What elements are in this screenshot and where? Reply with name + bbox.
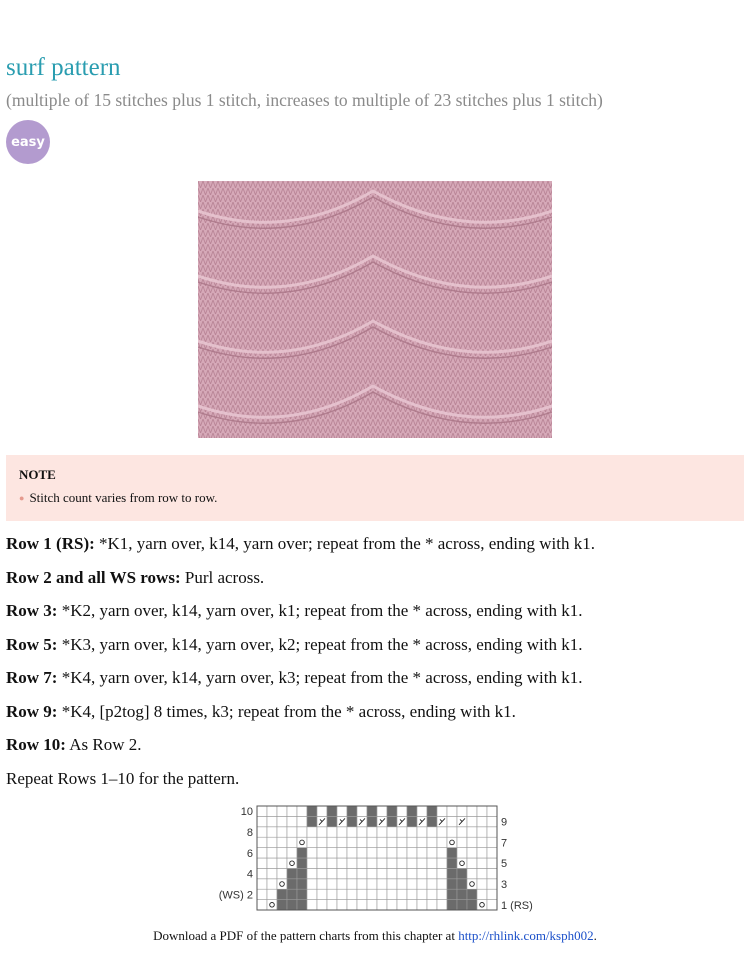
chart-cell xyxy=(367,868,377,878)
chart-cell xyxy=(417,889,427,899)
chart-cell xyxy=(417,848,427,858)
chart-cell xyxy=(457,827,467,837)
no-stitch-cell xyxy=(297,879,307,889)
chart-cell xyxy=(427,827,437,837)
chart-cell xyxy=(347,879,357,889)
chart-cell xyxy=(287,816,297,826)
instruction-row: Row 5: *K3, yarn over, k14, yarn over, k2; repeat from the * across, ending with k1. xyxy=(6,634,583,654)
chart-cell xyxy=(417,806,427,816)
chart-cell xyxy=(397,837,407,847)
no-stitch-cell xyxy=(407,806,417,816)
chart-cell xyxy=(397,879,407,889)
chart-cell xyxy=(407,879,417,889)
instruction-row: Repeat Rows 1–10 for the pattern. xyxy=(6,768,240,788)
chart-cell xyxy=(387,900,397,910)
no-stitch-cell xyxy=(387,816,397,826)
chart-cell xyxy=(257,868,267,878)
chart-cell xyxy=(257,848,267,858)
chart-cell xyxy=(457,806,467,816)
note-title: NOTE xyxy=(19,467,56,482)
no-stitch-cell xyxy=(287,879,297,889)
no-stitch-cell xyxy=(287,868,297,878)
chart-cell xyxy=(377,837,387,847)
chart-cell xyxy=(467,837,477,847)
chart-cell xyxy=(397,827,407,837)
chart-row-label-left: (WS) 2 xyxy=(218,889,253,902)
chart-cell xyxy=(477,868,487,878)
stitch-multiple-subtitle: (multiple of 15 stitches plus 1 stitch, increases to multiple of 23 stitches plus 1 stitch) xyxy=(6,90,603,110)
chart-cell xyxy=(347,827,357,837)
no-stitch-cell xyxy=(297,848,307,858)
chart-cell xyxy=(287,837,297,847)
chart-cell xyxy=(447,837,457,847)
chart-cell xyxy=(377,858,387,868)
chart-cell xyxy=(317,827,327,837)
chart-cell xyxy=(347,837,357,847)
chart-row-label-left: 4 xyxy=(246,868,253,881)
chart-cell xyxy=(257,900,267,910)
chart-cell xyxy=(277,816,287,826)
chart-cell xyxy=(297,806,307,816)
chart-cell xyxy=(277,848,287,858)
chart-cell xyxy=(327,879,337,889)
footer-text: Download a PDF of the pattern charts from this chapter at xyxy=(153,928,459,943)
chart-cell xyxy=(357,827,367,837)
chart-cell xyxy=(337,848,347,858)
chart-cell xyxy=(347,858,357,868)
chart-cell xyxy=(357,806,367,816)
chart-cell xyxy=(367,827,377,837)
chart-cell xyxy=(387,848,397,858)
chart-cell xyxy=(337,806,347,816)
chart-cell xyxy=(367,858,377,868)
difficulty-badge: easy xyxy=(6,120,50,164)
chart-cell xyxy=(307,868,317,878)
chart-cell xyxy=(347,889,357,899)
chart-cell xyxy=(427,848,437,858)
chart-cell xyxy=(277,827,287,837)
no-stitch-cell xyxy=(447,900,457,910)
chart-row-label-left: 8 xyxy=(246,827,253,839)
chart-cell xyxy=(317,848,327,858)
note-item xyxy=(19,490,731,506)
chart-cell xyxy=(267,848,277,858)
chart-cell xyxy=(477,858,487,868)
chart-cell xyxy=(467,858,477,868)
chart-cell xyxy=(327,900,337,910)
chart-cell xyxy=(437,806,447,816)
chart-cell xyxy=(307,837,317,847)
chart-cell xyxy=(467,806,477,816)
no-stitch-cell xyxy=(347,806,357,816)
chart-cell xyxy=(457,848,467,858)
chart-cell xyxy=(467,879,477,889)
no-stitch-cell xyxy=(427,806,437,816)
no-stitch-cell xyxy=(297,889,307,899)
instruction-row: Row 1 (RS): *K1, yarn over, k14, yarn over; repeat from the * across, ending with k1. xyxy=(6,534,595,553)
chart-cell xyxy=(427,900,437,910)
chart-cell xyxy=(407,858,417,868)
no-stitch-cell xyxy=(457,879,467,889)
chart-cell xyxy=(307,879,317,889)
no-stitch-cell xyxy=(327,806,337,816)
chart-cell xyxy=(297,837,307,847)
chart-cell xyxy=(417,837,427,847)
chart-cell xyxy=(307,827,317,837)
no-stitch-cell xyxy=(297,868,307,878)
chart-cell xyxy=(427,858,437,868)
chart-cell xyxy=(287,848,297,858)
chart-cell xyxy=(387,827,397,837)
chart-row-label-right: 7 xyxy=(501,837,508,850)
chart-cell xyxy=(317,858,327,868)
chart-cell xyxy=(407,848,417,858)
chart-cell xyxy=(387,858,397,868)
chart-cell xyxy=(277,837,287,847)
footer-download-note xyxy=(0,928,750,944)
chart-cell xyxy=(307,858,317,868)
chart-cell xyxy=(267,889,277,899)
instruction-row: Row 2 and all WS rows: Purl across. xyxy=(6,567,265,587)
chart-cell xyxy=(317,889,327,899)
no-stitch-cell xyxy=(457,889,467,899)
chart-cell xyxy=(327,837,337,847)
pattern-instructions xyxy=(6,534,744,802)
chart-row-label-right: 3 xyxy=(501,879,508,891)
chart-cell xyxy=(267,868,277,878)
chart-row-label-right: 9 xyxy=(501,816,508,829)
chart-row-label-right: 1 (RS) xyxy=(501,899,533,912)
chart-cell xyxy=(407,837,417,847)
chart-cell xyxy=(347,900,357,910)
chart-cell xyxy=(407,827,417,837)
chart-cell xyxy=(327,889,337,899)
no-stitch-cell xyxy=(287,889,297,899)
chart-cell xyxy=(357,879,367,889)
no-stitch-cell xyxy=(297,900,307,910)
no-stitch-cell xyxy=(447,879,457,889)
chart-cell xyxy=(377,806,387,816)
chart-cell xyxy=(257,827,267,837)
chart-cell xyxy=(267,879,277,889)
chart-cell xyxy=(287,858,297,868)
chart-cell xyxy=(477,806,487,816)
chart-cell xyxy=(287,827,297,837)
chart-cell xyxy=(317,879,327,889)
note-box xyxy=(6,455,744,521)
chart-row-label-left: 6 xyxy=(246,847,253,860)
chart-cell xyxy=(487,858,497,868)
chart-cell xyxy=(267,827,277,837)
chart-cell xyxy=(487,889,497,899)
no-stitch-cell xyxy=(457,900,467,910)
chart-cell xyxy=(357,858,367,868)
chart-row-label-left: 10 xyxy=(240,806,253,819)
chart-cell xyxy=(437,868,447,878)
chart-cell xyxy=(377,827,387,837)
knit-swatch-photo xyxy=(198,181,552,438)
chart-cell xyxy=(367,848,377,858)
chart-cell xyxy=(417,879,427,889)
chart-cell xyxy=(357,889,367,899)
chart-cell xyxy=(337,889,347,899)
chart-cell xyxy=(467,816,477,826)
no-stitch-cell xyxy=(447,889,457,899)
chart-cell xyxy=(257,889,267,899)
chart-cell xyxy=(357,900,367,910)
no-stitch-cell xyxy=(297,858,307,868)
chart-cell xyxy=(367,900,377,910)
chart-cell xyxy=(477,889,487,899)
chart-cell xyxy=(337,827,347,837)
chart-cell xyxy=(387,879,397,889)
chart-cell xyxy=(277,879,287,889)
chart-cell xyxy=(307,889,317,899)
no-stitch-cell xyxy=(467,889,477,899)
chart-cell xyxy=(477,879,487,889)
chart-cell xyxy=(377,900,387,910)
chart-cell xyxy=(487,806,497,816)
no-stitch-cell xyxy=(367,806,377,816)
chart-cell xyxy=(407,868,417,878)
chart-cell xyxy=(487,900,497,910)
chart-cell xyxy=(357,848,367,858)
chart-cell xyxy=(397,900,407,910)
chart-cell xyxy=(327,868,337,878)
no-stitch-cell xyxy=(287,900,297,910)
chart-cell xyxy=(257,858,267,868)
chart-cell xyxy=(477,827,487,837)
chart-cell xyxy=(467,827,477,837)
instruction-row: Row 7: *K4, yarn over, k14, yarn over, k3; repeat from the * across, ending with k1. xyxy=(6,668,583,687)
chart-cell xyxy=(397,848,407,858)
chart-cell xyxy=(337,837,347,847)
chart-cell xyxy=(397,806,407,816)
no-stitch-cell xyxy=(447,868,457,878)
chart-cell xyxy=(277,868,287,878)
chart-cell xyxy=(387,868,397,878)
chart-cell xyxy=(447,827,457,837)
chart-row-label-right: 5 xyxy=(501,858,508,871)
chart-pdf-link[interactable]: http://rhlink.com/ksph002 xyxy=(458,928,594,943)
chart-cell xyxy=(317,806,327,816)
chart-cell xyxy=(447,816,457,826)
instruction-row: Row 3: *K2, yarn over, k14, yarn over, k1; repeat from the * across, ending with k1. xyxy=(6,601,583,620)
no-stitch-cell xyxy=(327,816,337,826)
chart-cell xyxy=(367,889,377,899)
chart-cell xyxy=(337,900,347,910)
chart-cell xyxy=(477,848,487,858)
chart-cell xyxy=(327,858,337,868)
chart-cell xyxy=(437,837,447,847)
no-stitch-cell xyxy=(407,816,417,826)
chart-cell xyxy=(417,900,427,910)
chart-cell xyxy=(377,879,387,889)
chart-cell xyxy=(317,837,327,847)
chart-cell xyxy=(427,889,437,899)
chart-cell xyxy=(347,848,357,858)
no-stitch-cell xyxy=(387,806,397,816)
chart-cell xyxy=(427,879,437,889)
chart-cell xyxy=(387,889,397,899)
chart-cell xyxy=(417,858,427,868)
chart-cell xyxy=(457,837,467,847)
instruction-row: Row 9: *K4, [p2tog] 8 times, k3; repeat from the * across, ending with k1. xyxy=(6,701,516,721)
chart-cell xyxy=(257,816,267,826)
no-stitch-cell xyxy=(347,816,357,826)
chart-cell xyxy=(267,806,277,816)
chart-cell xyxy=(377,848,387,858)
chart-cell xyxy=(377,868,387,878)
chart-cell xyxy=(267,858,277,868)
bullet-icon: ● xyxy=(19,493,25,503)
no-stitch-cell xyxy=(367,816,377,826)
chart-cell xyxy=(337,879,347,889)
chart-cell xyxy=(347,868,357,878)
chart-cell xyxy=(367,837,377,847)
chart-cell xyxy=(467,848,477,858)
chart-cell xyxy=(437,848,447,858)
chart-cell xyxy=(337,868,347,878)
chart-cell xyxy=(407,900,417,910)
stitch-chart xyxy=(200,802,540,914)
chart-cell xyxy=(457,858,467,868)
chart-cell xyxy=(427,868,437,878)
chart-cell xyxy=(307,900,317,910)
chart-cell xyxy=(427,837,437,847)
chart-cell xyxy=(267,816,277,826)
chart-cell xyxy=(307,848,317,858)
chart-cell xyxy=(397,868,407,878)
no-stitch-cell xyxy=(447,858,457,868)
chart-cell xyxy=(327,848,337,858)
chart-cell xyxy=(357,868,367,878)
no-stitch-cell xyxy=(277,889,287,899)
chart-cell xyxy=(367,879,377,889)
chart-cell xyxy=(477,837,487,847)
chart-cell xyxy=(397,889,407,899)
chart-cell xyxy=(417,827,427,837)
chart-cell xyxy=(417,868,427,878)
chart-cell xyxy=(267,837,277,847)
chart-cell xyxy=(437,889,447,899)
chart-cell xyxy=(487,848,497,858)
chart-cell xyxy=(477,816,487,826)
chart-cell xyxy=(257,837,267,847)
chart-cell xyxy=(317,868,327,878)
chart-cell xyxy=(477,900,487,910)
chart-cell xyxy=(407,889,417,899)
note-item-text: Stitch count varies from row to row. xyxy=(29,490,218,505)
chart-cell xyxy=(487,816,497,826)
chart-cell xyxy=(257,879,267,889)
chart-cell xyxy=(397,858,407,868)
chart-cell xyxy=(467,868,477,878)
no-stitch-cell xyxy=(467,900,477,910)
no-stitch-cell xyxy=(447,848,457,858)
chart-cell xyxy=(337,858,347,868)
chart-cell xyxy=(437,827,447,837)
chart-cell xyxy=(277,858,287,868)
chart-cell xyxy=(297,816,307,826)
chart-cell xyxy=(487,837,497,847)
chart-cell xyxy=(437,900,447,910)
no-stitch-cell xyxy=(307,806,317,816)
no-stitch-cell xyxy=(307,816,317,826)
chart-cell xyxy=(297,827,307,837)
no-stitch-cell xyxy=(277,900,287,910)
chart-cell xyxy=(487,879,497,889)
footer-suffix: . xyxy=(593,928,597,943)
chart-cell xyxy=(357,837,367,847)
chart-cell xyxy=(387,837,397,847)
chart-cell xyxy=(487,868,497,878)
chart-cell xyxy=(437,858,447,868)
no-stitch-cell xyxy=(427,816,437,826)
chart-cell xyxy=(447,806,457,816)
page-title: surf pattern xyxy=(6,54,121,81)
instruction-row: Row 10: As Row 2. xyxy=(6,735,142,754)
chart-cell xyxy=(437,879,447,889)
chart-cell xyxy=(377,889,387,899)
chart-cell xyxy=(287,806,297,816)
chart-cell xyxy=(317,900,327,910)
chart-cell xyxy=(327,827,337,837)
chart-cell xyxy=(487,827,497,837)
chart-cell xyxy=(267,900,277,910)
no-stitch-cell xyxy=(457,868,467,878)
chart-cell xyxy=(257,806,267,816)
chart-cell xyxy=(277,806,287,816)
